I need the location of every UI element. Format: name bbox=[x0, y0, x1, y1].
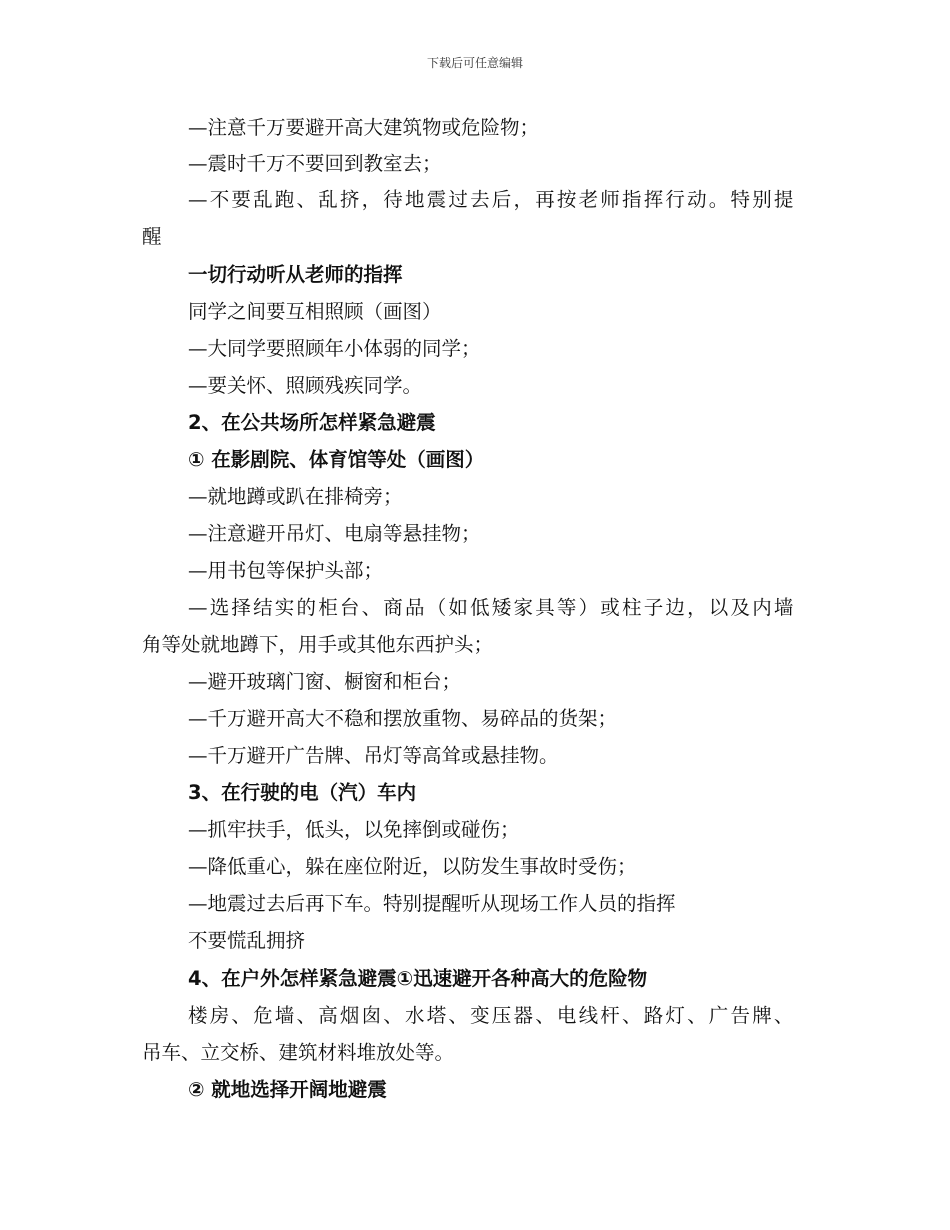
text-line: 吊车、立交桥、建筑材料堆放处等。 bbox=[142, 1041, 455, 1064]
text-line: —降低重心，躲在座位附近，以防发生事故时受伤； bbox=[188, 855, 637, 878]
text-line: —就地蹲或趴在排椅旁； bbox=[188, 485, 403, 508]
text-line: —不要乱跑、乱挤，待地震过去后，再按老师指挥行动。特别提 bbox=[188, 188, 796, 211]
text-line: —注意避开吊灯、电扇等悬挂物； bbox=[188, 522, 481, 545]
text-line: —震时千万不要回到教室去； bbox=[188, 152, 442, 175]
text-line: 楼房、危墙、高烟囱、水塔、变压器、电线杆、路灯、广告牌、 bbox=[188, 1004, 796, 1027]
text-line: 醒 bbox=[142, 225, 162, 248]
text-line: —用书包等保护头部； bbox=[188, 559, 384, 582]
text-line: —选择结实的柜台、商品（如低矮家具等）或柱子边，以及内墙 bbox=[188, 596, 796, 619]
text-line: —抓牢扶手，低头，以免摔倒或碰伤； bbox=[188, 818, 520, 841]
bold-heading: 一切行动听从老师的指挥 bbox=[188, 263, 403, 286]
section-heading: 4、在户外怎样紧急避震①迅速避开各种高大的危险物 bbox=[188, 967, 648, 990]
text-line: 不要慌乱拥挤 bbox=[188, 929, 306, 952]
text-line: 角等处就地蹲下，用手或其他东西护头； bbox=[142, 633, 494, 656]
subsection-heading: ② 就地选择开阔地避震 bbox=[188, 1078, 387, 1101]
text-line: —千万避开广告牌、吊灯等高耸或悬挂物。 bbox=[188, 744, 559, 767]
page-header: 下载后可任意编辑 bbox=[426, 56, 523, 70]
text-line: —避开玻璃门窗、橱窗和柜台； bbox=[188, 670, 462, 693]
subsection-heading: ① 在影剧院、体育馆等处（画图） bbox=[188, 448, 485, 471]
text-line: 同学之间要互相照顾（画图） bbox=[188, 300, 442, 323]
text-line: —大同学要照顾年小体弱的同学； bbox=[188, 337, 481, 360]
text-line: —地震过去后再下车。特别提醒听从现场工作人员的指挥 bbox=[188, 892, 676, 915]
text-line: —注意千万要避开高大建筑物或危险物； bbox=[188, 116, 540, 139]
text-line: —千万避开高大不稳和摆放重物、易碎品的货架； bbox=[188, 707, 618, 730]
text-line: —要关怀、照顾残疾同学。 bbox=[188, 374, 423, 397]
section-heading: 3、在行驶的电（汽）车内 bbox=[188, 781, 417, 804]
section-heading: 2、在公共场所怎样紧急避震 bbox=[188, 411, 436, 434]
